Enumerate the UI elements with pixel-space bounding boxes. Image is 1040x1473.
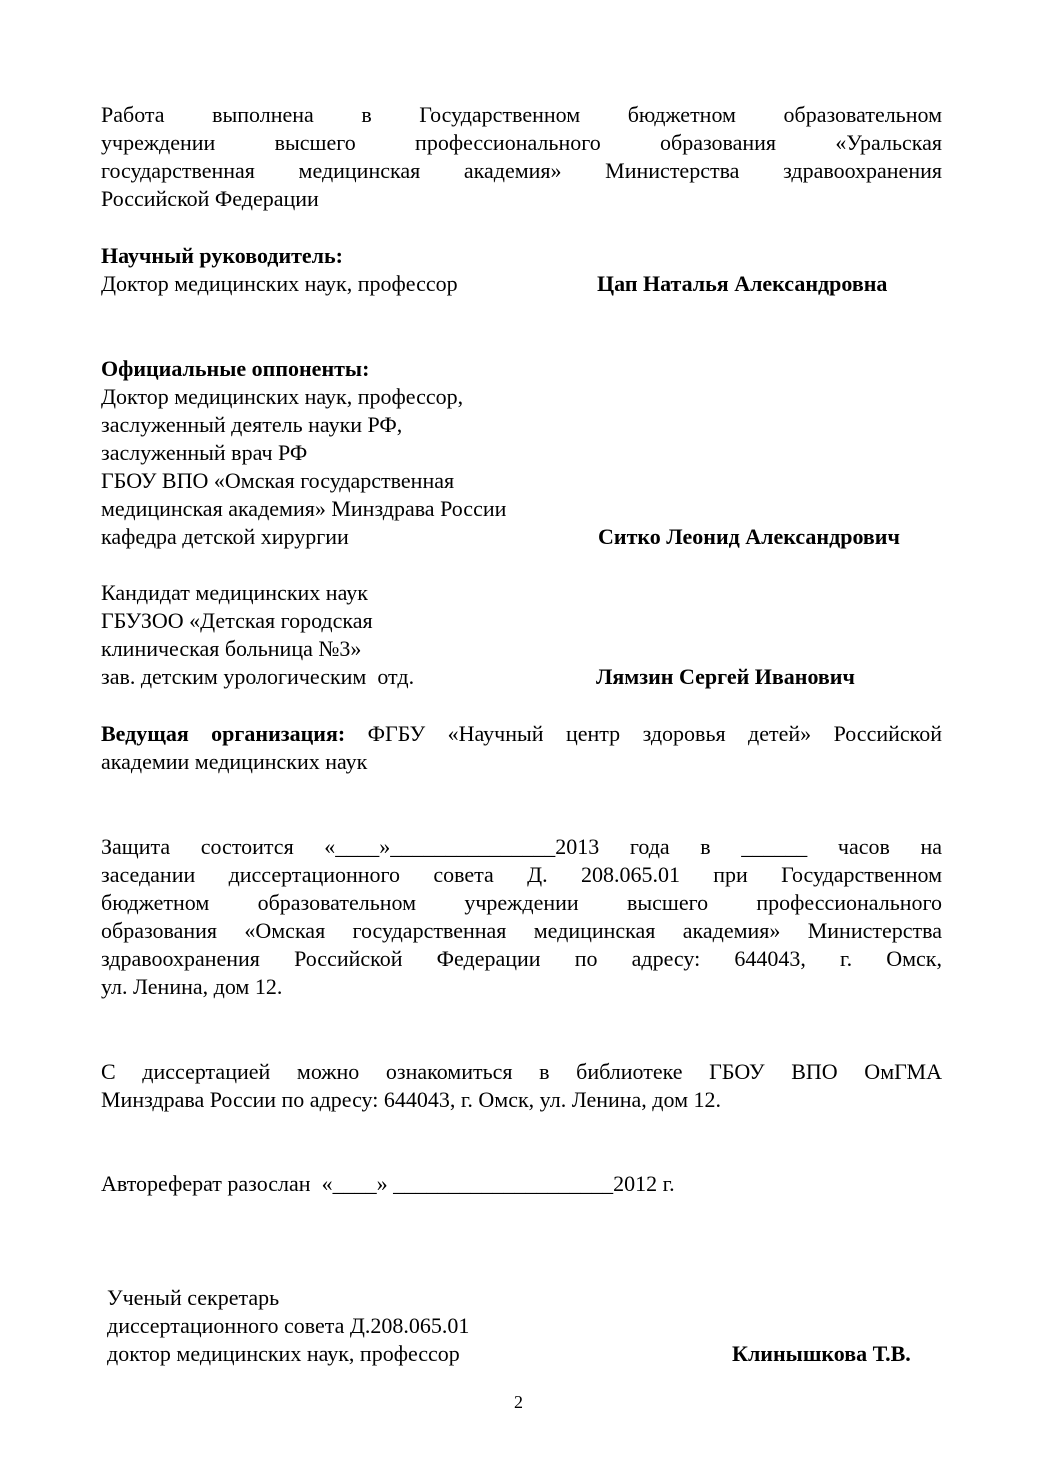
defense-line: ул. Ленина, дом 12. — [101, 974, 283, 999]
secretary-line: диссертационного совета Д.208.065.01 — [107, 1313, 470, 1338]
opponent-first-block — [101, 383, 506, 551]
defense-line: здравоохранения Российской Федерации по адресу: 644043, г. Омск, — [101, 946, 942, 971]
opponent-second-block — [101, 579, 414, 691]
leading-org-label: Ведущая организация: — [101, 721, 346, 746]
leading-org-line — [101, 720, 942, 748]
defense-line: заседании диссертационного совета Д. 208.065.01 при Государственном — [101, 862, 942, 887]
opponents-heading: Официальные оппоненты: — [101, 356, 370, 381]
opponent-first-line: заслуженный врач РФ — [101, 440, 308, 465]
intro-line: Российской Федерации — [101, 186, 319, 211]
opponent-first-line: заслуженный деятель науки РФ, — [101, 412, 403, 437]
defense-line: образования «Омская государственная медицинская академия» Министерства — [101, 918, 942, 943]
opponent-second-line: клиническая больница №3» — [101, 636, 362, 661]
secretary-block — [107, 1284, 469, 1368]
intro-line: государственная медицинская академия» Министерства здравоохранения — [101, 158, 942, 183]
intro-paragraph — [101, 101, 942, 213]
secretary-name: Клинышкова Т.В. — [732, 1341, 911, 1366]
library-paragraph — [101, 1058, 942, 1114]
defense-paragraph — [101, 833, 942, 1001]
opponent-first-line: Доктор медицинских наук, профессор, — [101, 384, 464, 409]
leading-org-name: ФГБУ «Научный центр здоровья детей» Российской — [367, 721, 942, 746]
opponent-first-name: Ситко Леонид Александрович — [598, 524, 900, 549]
library-line: Минздрава России по адресу: 644043, г. Омск, ул. Ленина, дом 12. — [101, 1087, 722, 1112]
secretary-line: Ученый секретарь — [107, 1285, 280, 1310]
opponent-second-name: Лямзин Сергей Иванович — [596, 664, 855, 689]
page-number: 2 — [514, 1392, 523, 1412]
abstract-sent-line: Автореферат разослан «____» ____________________2012 г. — [101, 1171, 675, 1196]
leading-org-line: академии медицинских наук — [101, 749, 368, 774]
secretary-line: доктор медицинских наук, профессор — [107, 1341, 460, 1366]
opponent-second-line: зав. детским урологическим отд. — [101, 664, 415, 689]
opponent-first-line: ГБОУ ВПО «Омская государственная — [101, 468, 455, 493]
intro-line: Работа выполнена в Государственном бюджетном образовательном — [101, 102, 942, 127]
library-line: С диссертацией можно ознакомиться в библиотеке ГБОУ ВПО ОмГМА — [101, 1059, 942, 1084]
supervisor-heading: Научный руководитель: — [101, 243, 343, 268]
opponent-first-line: кафедра детской хирургии — [101, 524, 349, 549]
opponent-second-line: ГБУЗОО «Детская городская — [101, 608, 373, 633]
leading-org — [101, 720, 942, 776]
supervisor-title: Доктор медицинских наук, профессор — [101, 271, 458, 296]
supervisor-name: Цап Наталья Александровна — [597, 271, 888, 296]
defense-line: бюджетном образовательном учреждении высшего профессионального — [101, 890, 942, 915]
opponent-first-line: медицинская академия» Минздрава России — [101, 496, 507, 521]
intro-line: учреждении высшего профессионального образования «Уральская — [101, 130, 942, 155]
opponent-second-line: Кандидат медицинских наук — [101, 580, 368, 605]
defense-line: Защита состоится «____»_______________2013 года в ______ часов на — [101, 834, 942, 859]
